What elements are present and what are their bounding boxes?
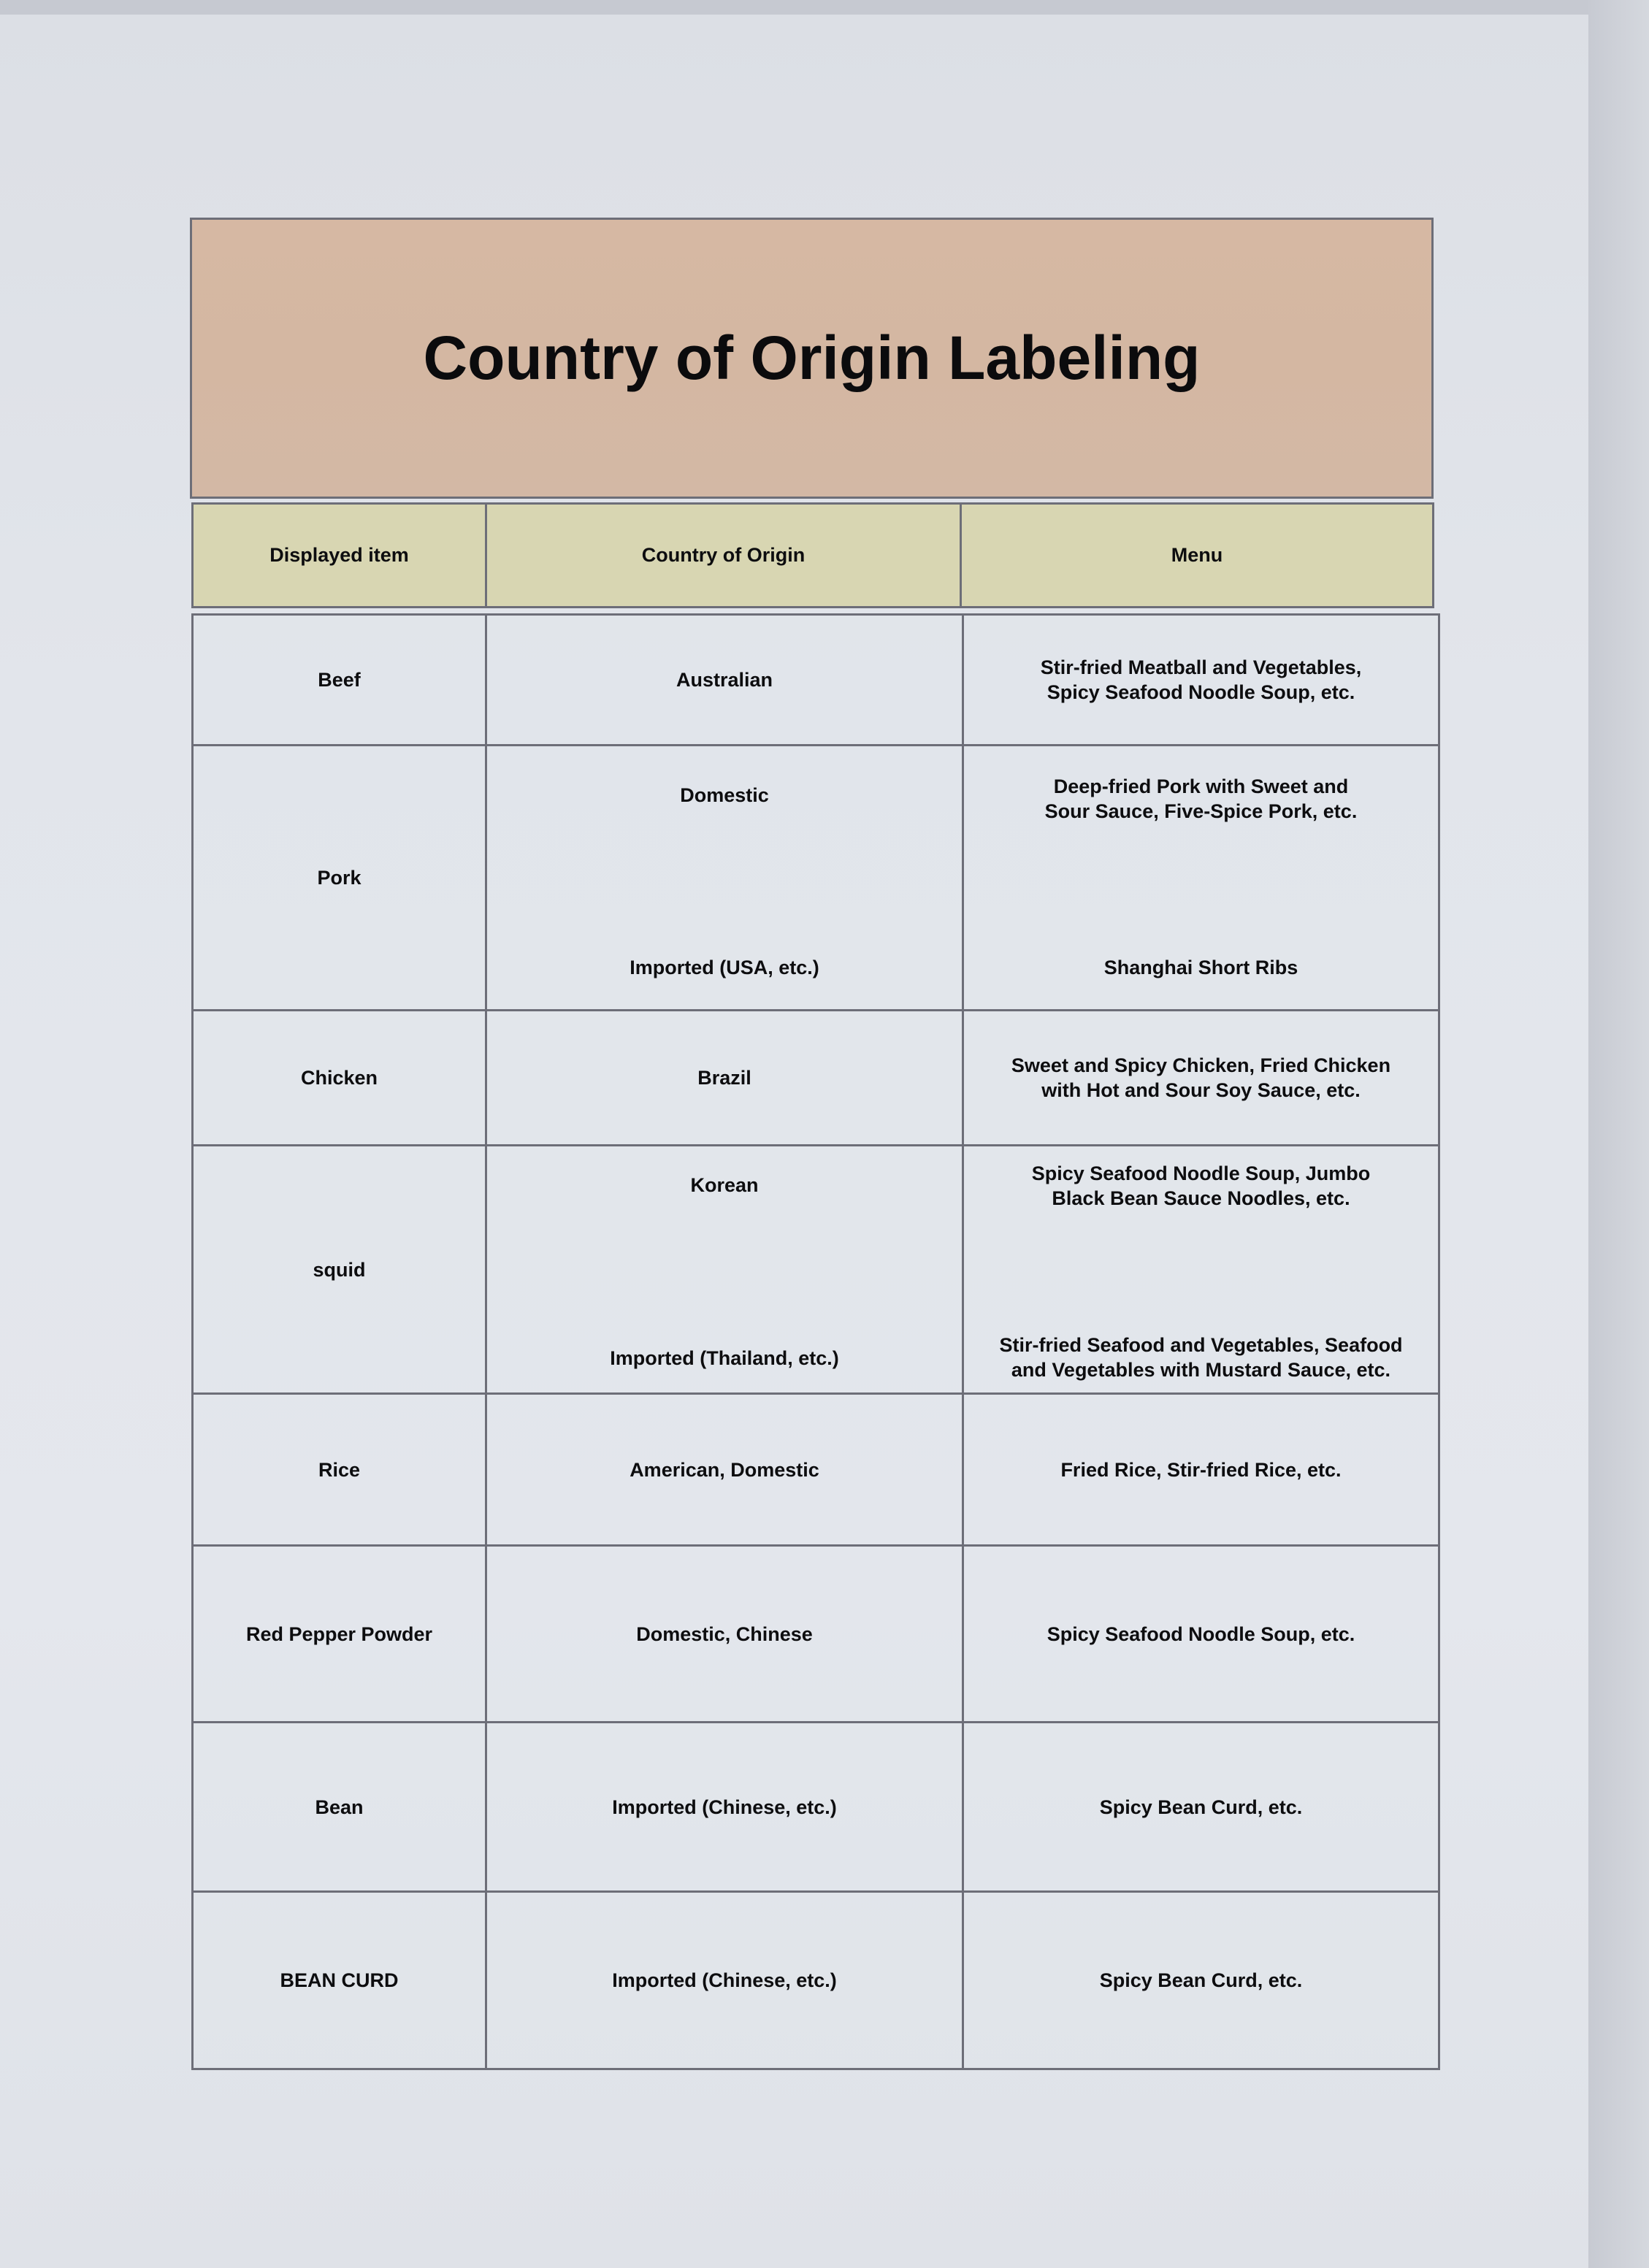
menu-line: Stir-fried Seafood and Vegetables, Seafood xyxy=(999,1334,1403,1356)
origin-table xyxy=(191,613,1440,2070)
item-text: Beef xyxy=(318,669,361,691)
origin-text: Imported (USA, etc.) xyxy=(630,957,819,978)
menu-line: Spicy Bean Curd, etc. xyxy=(1099,1796,1303,1818)
menu-line: Fried Rice, Stir-fried Rice, etc. xyxy=(1060,1458,1342,1481)
cell-menu xyxy=(962,1890,1438,2068)
cell-menu xyxy=(962,744,1438,1009)
cell-origin xyxy=(485,1890,962,2068)
header-country-of-origin: Country of Origin xyxy=(485,505,960,606)
origin-text: Domestic xyxy=(680,784,769,806)
menu-line: Spicy Seafood Noodle Soup, Jumbo xyxy=(1031,1162,1371,1184)
table-header xyxy=(191,502,1434,608)
item-text: Rice xyxy=(318,1458,361,1481)
cell-origin xyxy=(485,1009,962,1144)
title-banner xyxy=(190,218,1434,499)
origin-text: American, Domestic xyxy=(630,1458,819,1481)
origin-text: Domestic, Chinese xyxy=(636,1623,813,1645)
item-text: Pork xyxy=(317,867,361,889)
item-text: BEAN CURD xyxy=(280,1969,399,1991)
cell-item xyxy=(194,744,485,1009)
cell-item xyxy=(194,616,485,744)
item-text: Bean xyxy=(315,1796,364,1818)
header-displayed-item: Displayed item xyxy=(269,544,409,566)
menu-line: Stir-fried Meatball and Vegetables, xyxy=(1040,656,1362,678)
origin-text: Imported (Chinese, etc.) xyxy=(612,1969,837,1991)
cell-item xyxy=(194,1392,485,1544)
item-text: Chicken xyxy=(300,1067,378,1089)
menu-line: Deep-fried Pork with Sweet and xyxy=(1053,775,1349,797)
origin-text: Imported (Thailand, etc.) xyxy=(610,1347,839,1369)
origin-text: Imported (Chinese, etc.) xyxy=(612,1796,837,1818)
menu-line: Shanghai Short Ribs xyxy=(1103,957,1298,978)
item-text: squid xyxy=(313,1258,366,1281)
cell-item xyxy=(194,1009,485,1144)
cell-origin xyxy=(485,1544,962,1721)
cell-menu xyxy=(962,1009,1438,1144)
cell-menu xyxy=(962,1721,1438,1890)
cell-origin xyxy=(485,1392,962,1544)
menu-line: Sweet and Spicy Chicken, Fried Chicken xyxy=(1011,1054,1391,1076)
cell-origin xyxy=(485,616,962,744)
origin-text: Korean xyxy=(690,1174,759,1196)
cell-item xyxy=(194,1144,485,1392)
cell-menu xyxy=(962,1544,1438,1721)
origin-text: Brazil xyxy=(697,1067,751,1089)
origin-text: Australian xyxy=(676,669,773,691)
menu-line: with Hot and Sour Soy Sauce, etc. xyxy=(1041,1079,1361,1101)
menu-line: Black Bean Sauce Noodles, etc. xyxy=(1052,1187,1350,1209)
background-strip xyxy=(0,0,1588,15)
cell-origin xyxy=(485,1144,962,1392)
menu-line: Spicy Seafood Noodle Soup, etc. xyxy=(1047,681,1355,703)
cell-item xyxy=(194,1890,485,2068)
cell-item xyxy=(194,1721,485,1890)
cell-origin xyxy=(485,1721,962,1890)
cell-origin xyxy=(485,744,962,1009)
cell-item xyxy=(194,1544,485,1721)
cell-menu xyxy=(962,1392,1438,1544)
menu-line: Sour Sauce, Five-Spice Pork, etc. xyxy=(1044,800,1358,822)
header-menu: Menu xyxy=(960,505,1432,606)
menu-line: Spicy Bean Curd, etc. xyxy=(1099,1969,1303,1991)
cell-menu xyxy=(962,616,1438,744)
item-text: Red Pepper Powder xyxy=(245,1623,433,1645)
menu-line: Spicy Seafood Noodle Soup, etc. xyxy=(1047,1623,1355,1645)
cell-menu xyxy=(962,1144,1438,1392)
menu-line: and Vegetables with Mustard Sauce, etc. xyxy=(1011,1359,1391,1381)
page-title: Country of Origin Labeling xyxy=(423,323,1201,392)
background-edge xyxy=(1588,0,1649,2268)
